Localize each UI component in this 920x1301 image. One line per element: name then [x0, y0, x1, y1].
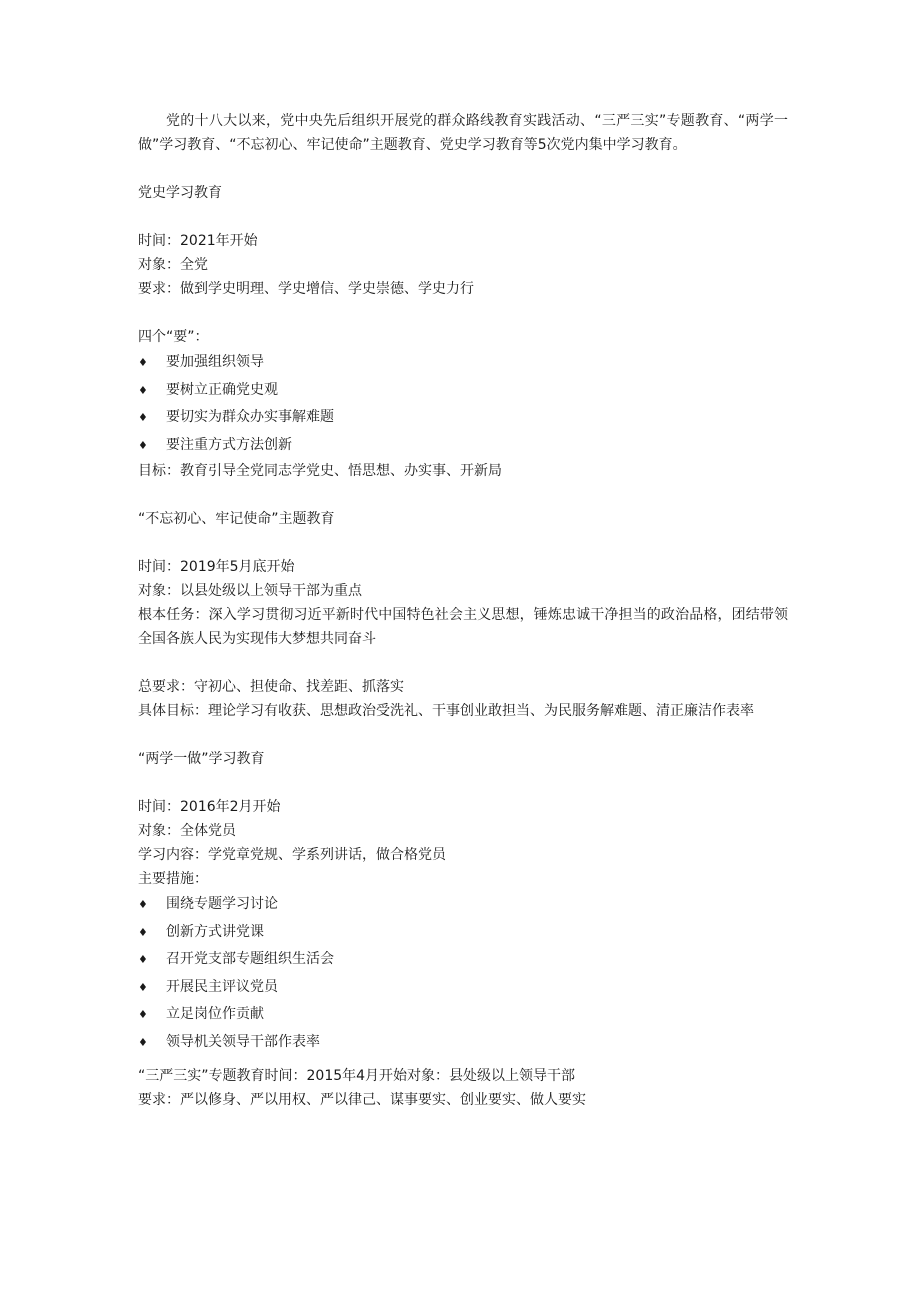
diamond-bullet-icon: ♦ — [138, 925, 148, 939]
diamond-bullet-icon: ♦ — [138, 411, 148, 424]
aspiration-time: 时间：2019年5月底开始 — [138, 559, 295, 575]
aspiration-specific-goal: 具体目标：理论学习有收获、思想政治受洗礼、干事创业敢担当、为民服务解难题、清正廉洁作表率 — [138, 703, 754, 719]
four-requirements-label: 四个“要”： — [138, 329, 209, 345]
diamond-bullet-icon: ♦ — [138, 356, 148, 369]
aspiration-overall-requirement: 总要求：守初心、担使命、找差距、抓落实 — [138, 679, 404, 695]
list-item: ♦ 围绕专题学习讨论 — [138, 891, 788, 919]
section-title-party-history: 党史学习教育 — [138, 185, 222, 201]
list-item: ♦ 创新方式讲党课 — [138, 919, 788, 947]
list-item: ♦ 领导机关领导干部作表率 — [138, 1029, 788, 1057]
list-item: ♦ 要树立正确党史观 — [138, 377, 788, 405]
section-title-original-aspiration: “不忘初心、牢记使命”主题教育 — [138, 511, 335, 527]
diamond-bullet-icon: ♦ — [138, 898, 148, 911]
three-stricts-summary: “三严三实”专题教育时间：2015年4月开始对象：县处级以上领导干部 — [138, 1068, 576, 1084]
diamond-bullet-icon: ♦ — [138, 1008, 148, 1021]
section-title-two-studies: “两学一做”学习教育 — [138, 751, 265, 767]
two-studies-content: 学习内容：学党章党规、学系列讲话，做合格党员 — [138, 847, 446, 863]
party-history-goal: 目标：教育引导全党同志学党史、悟思想、办实事、开新局 — [138, 463, 502, 479]
main-measures-label: 主要措施： — [138, 871, 208, 887]
party-history-time: 时间：2021年开始 — [138, 233, 258, 249]
main-measures-list — [138, 891, 788, 1056]
two-studies-time: 时间：2016年2月开始 — [138, 799, 281, 815]
diamond-bullet-icon: ♦ — [138, 438, 148, 452]
list-item: ♦ 要加强组织领导 — [138, 349, 788, 377]
list-item: ♦ 召开党支部专题组织生活会 — [138, 946, 788, 974]
list-item: ♦ 开展民主评议党员 — [138, 974, 788, 1002]
list-item: ♦ 要切实为群众办实事解难题 — [138, 404, 788, 432]
party-history-target: 对象：全党 — [138, 257, 208, 273]
party-history-requirement: 要求：做到学史明理、学史增信、学史崇德、学史力行 — [138, 281, 474, 297]
diamond-bullet-icon: ♦ — [138, 953, 148, 966]
aspiration-task: 根本任务：深入学习贯彻习近平新时代中国特色社会主义思想，锤炼忠诚干净担当的政治品格，团结带领全国各族人民为实现伟大梦想共同奋斗 — [138, 607, 788, 647]
diamond-bullet-icon: ♦ — [138, 980, 148, 994]
list-item: ♦ 要注重方式方法创新 — [138, 432, 788, 460]
list-item: ♦ 立足岗位作贡献 — [138, 1001, 788, 1029]
two-studies-target: 对象：全体党员 — [138, 823, 236, 839]
diamond-bullet-icon: ♦ — [138, 383, 148, 397]
document-body — [138, 109, 788, 1112]
three-stricts-requirement: 要求：严以修身、严以用权、严以律己、谋事要实、创业要实、做人要实 — [138, 1092, 586, 1108]
aspiration-target: 对象：以县处级以上领导干部为重点 — [138, 583, 362, 599]
diamond-bullet-icon: ♦ — [138, 1035, 148, 1049]
intro-paragraph: 党的十八大以来，党中央先后组织开展党的群众路线教育实践活动、“三严三实”专题教育、“两学一做”学习教育、“不忘初心、牢记使命”主题教育、党史学习教育等5次党内集中学习教育。 — [138, 113, 788, 153]
four-requirements-list — [138, 349, 788, 459]
